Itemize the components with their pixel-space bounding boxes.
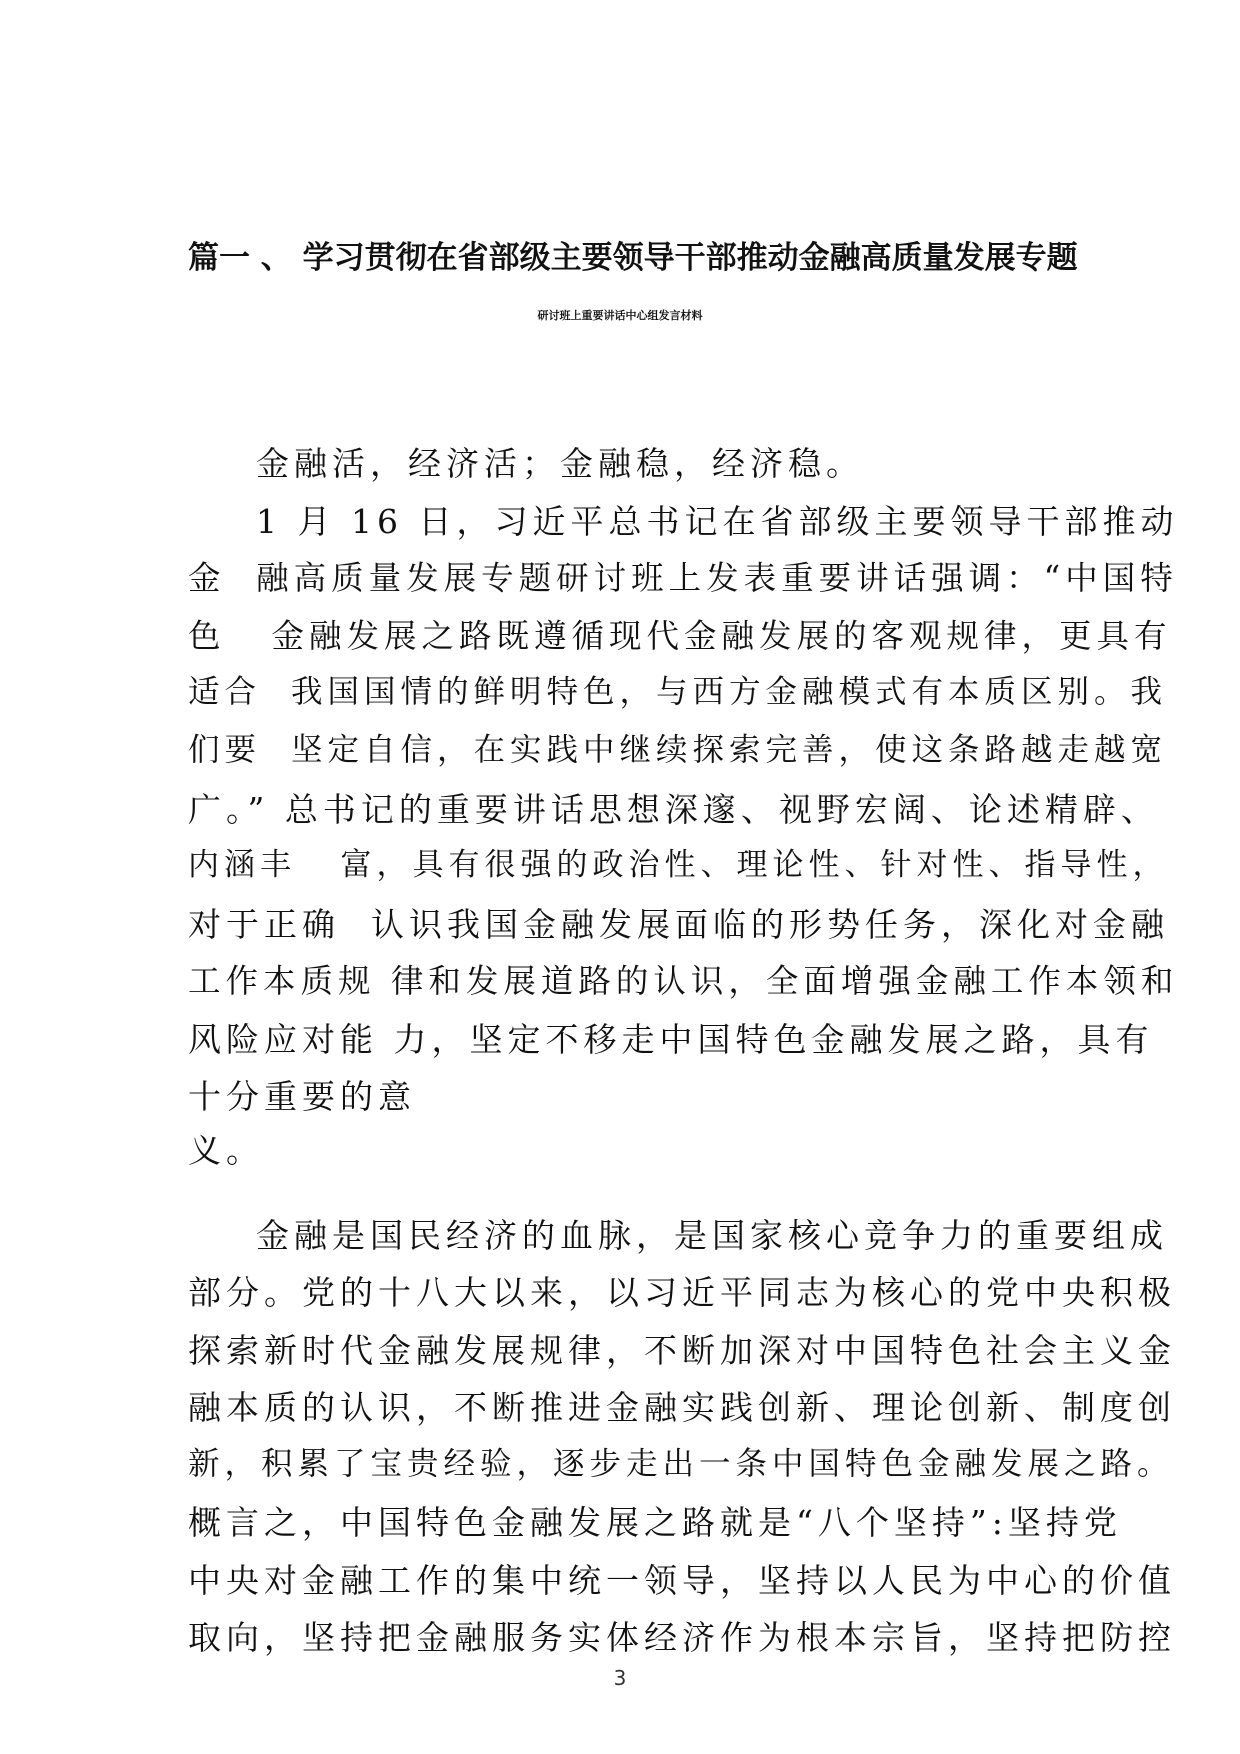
body-line: 1 月 16 日，习近平总书记在省部级主要领导干部推动	[256, 502, 1179, 541]
body-line: 新，积累了宝贵经验，逐步走出一条中国特色金融发展之路。	[188, 1446, 1174, 1482]
document-title-line-2: 研讨班上重要讲话中心组发言材料	[537, 309, 703, 322]
body-line: 适合 我国国情的鲜明特色，与西方金融模式有本质区别。我	[188, 674, 1168, 710]
body-line: 金融是国民经济的血脉，是国家核心竞争力的重要组成	[256, 1216, 1168, 1255]
body-line: 色 金融发展之路既遵循现代金融发展的客观规律，更具有	[188, 617, 1172, 655]
body-line: 们要 坚定自信，在实践中继续探索完善，使这条路越走越宽	[188, 732, 1168, 768]
body-line: 探索新时代金融发展规律，不断加深对中国特色社会主义金	[188, 1331, 1176, 1370]
body-line: 十分重要的意	[188, 1077, 416, 1116]
body-line: 义。	[188, 1131, 264, 1170]
body-line: 取向，坚持把金融服务实体经济作为根本宗旨，坚持把防控	[188, 1618, 1176, 1657]
body-line: 融本质的认识，不断推进金融实践创新、理论创新、制度创	[188, 1388, 1176, 1427]
body-line: 广。” 总书记的重要讲话思想深邃、视野宏阔、论述精辟、	[188, 790, 1159, 829]
body-line: 中央对金融工作的集中统一领导，坚持以人民为中心的价值	[188, 1561, 1176, 1600]
body-line: 金融活，经济活；金融稳，经济稳。	[256, 444, 864, 483]
document-title-line-1: 篇一 、 学习贯彻在省部级主要领导干部推动金融高质量发展专题	[188, 240, 1078, 276]
body-line: 风险应对能 力，坚定不移走中国特色金融发展之路，具有	[188, 1020, 1154, 1059]
page-number: 3	[613, 1666, 627, 1690]
body-line: 工作本质规 律和发展道路的认识，全面增强金融工作本领和	[188, 962, 1179, 1000]
body-line: 概言之，中国特色金融发展之路就是“八个坚持”:坚持党	[188, 1503, 1122, 1542]
body-line: 内涵丰 富，具有很强的政治性、理论性、针对性、指导性，	[188, 847, 1169, 883]
body-line: 对于正确 认识我国金融发展面临的形势任务，深化对金融	[188, 905, 1169, 944]
body-line: 部分。党的十八大以来，以习近平同志为核心的党中央积极	[188, 1273, 1176, 1312]
body-line: 金 融高质量发展专题研讨班上发表重要讲话强调：“中国特	[188, 559, 1178, 597]
